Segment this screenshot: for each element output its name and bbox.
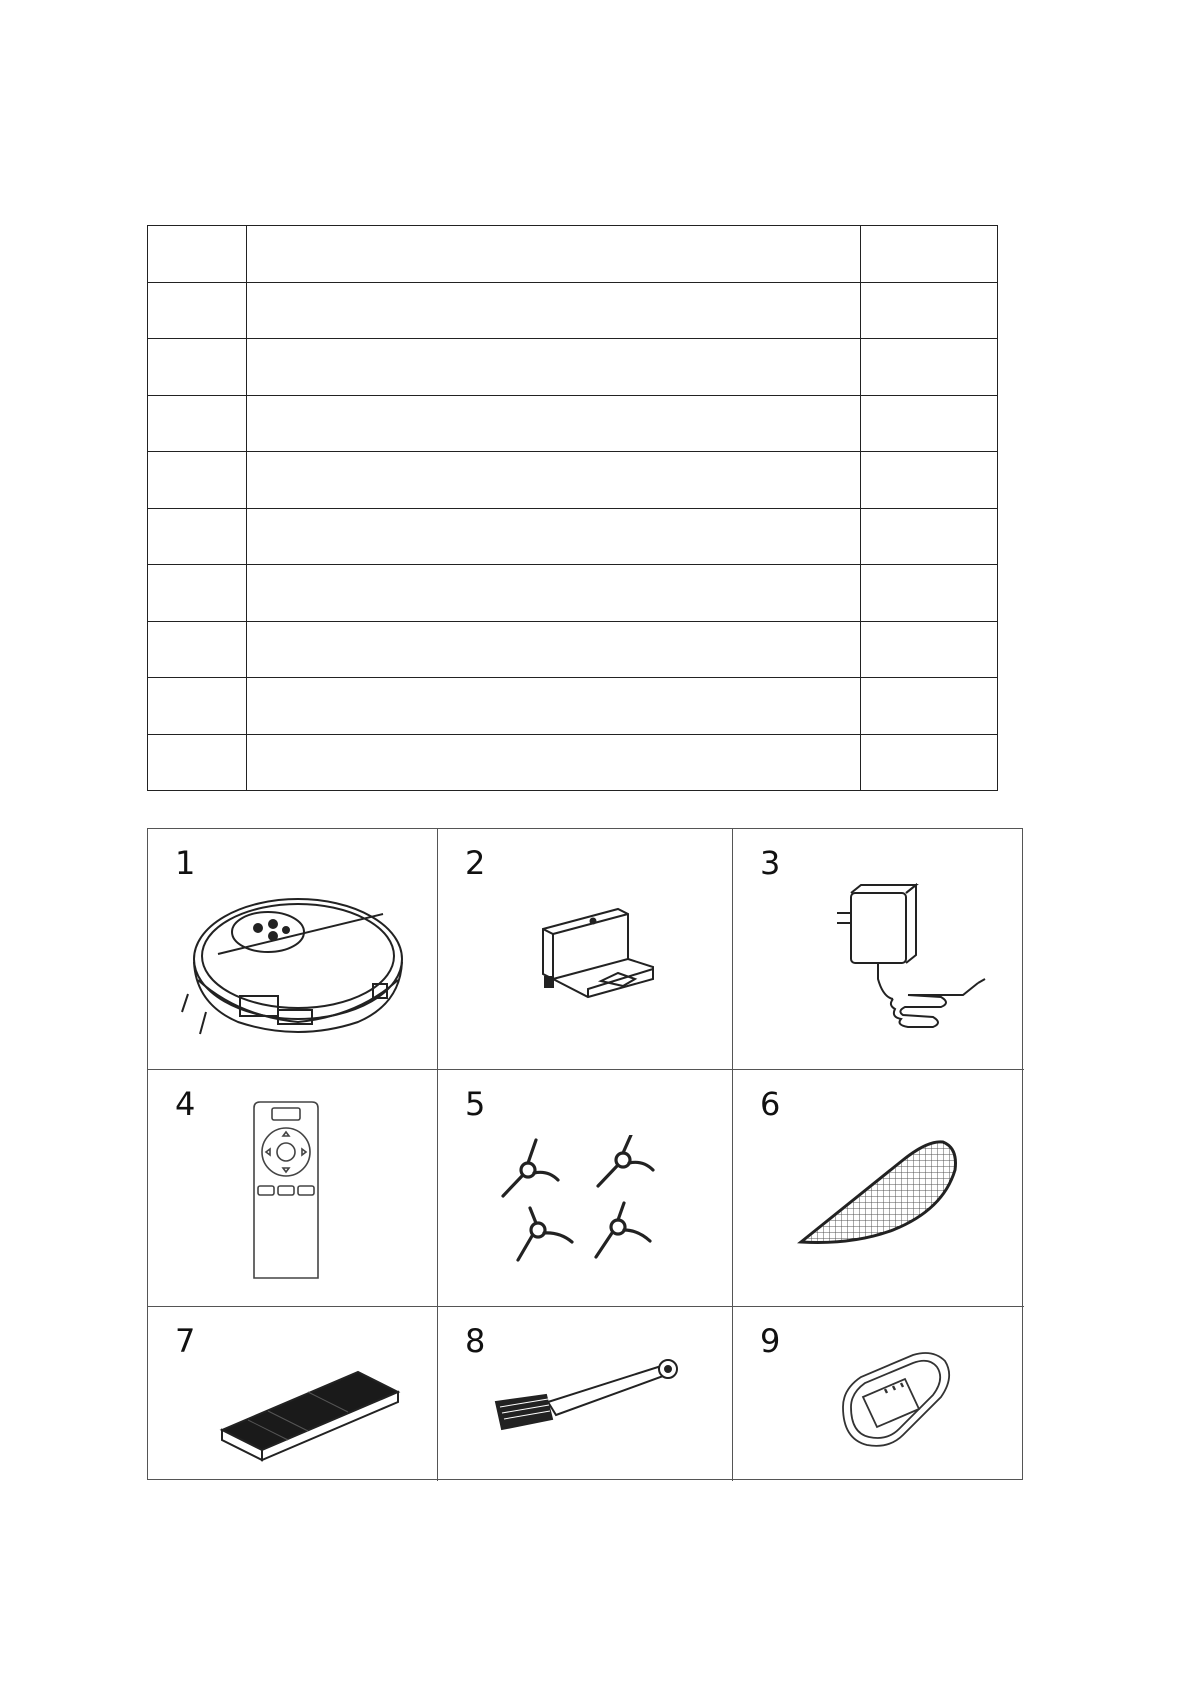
robot-vacuum-icon <box>178 884 408 1049</box>
table-cell <box>247 508 861 565</box>
table-cell <box>148 508 247 565</box>
accessory-cell <box>733 829 1024 1070</box>
table-cell <box>861 452 998 509</box>
water-tank-icon <box>833 1347 958 1457</box>
table-cell <box>247 339 861 396</box>
table-cell <box>148 395 247 452</box>
side-brushes-icon <box>493 1135 683 1275</box>
table-cell <box>861 678 998 735</box>
table-cell <box>861 734 998 791</box>
power-adapter-icon <box>833 879 993 1039</box>
accessory-cell <box>148 829 438 1070</box>
item-number: 6 <box>760 1085 781 1123</box>
item-number: 1 <box>175 844 196 882</box>
table-cell <box>247 565 861 622</box>
table-row <box>148 226 998 283</box>
table-row <box>148 282 998 339</box>
accessory-cell <box>733 1070 1024 1307</box>
table-row <box>148 565 998 622</box>
table-cell <box>247 226 861 283</box>
table-cell <box>247 452 861 509</box>
item-number: 7 <box>175 1322 196 1360</box>
cleaning-brush-icon <box>488 1347 688 1442</box>
table-cell <box>861 395 998 452</box>
mop-pad-icon <box>793 1130 963 1260</box>
table-row <box>148 452 998 509</box>
table-cell <box>247 734 861 791</box>
table-row <box>148 734 998 791</box>
table-row <box>148 339 998 396</box>
accessory-cell <box>148 1307 438 1481</box>
table-cell <box>148 678 247 735</box>
accessory-cell <box>438 829 733 1070</box>
item-number: 5 <box>465 1085 486 1123</box>
accessory-cell <box>438 1307 733 1481</box>
table-cell <box>861 621 998 678</box>
accessory-cell <box>438 1070 733 1307</box>
table-cell <box>148 565 247 622</box>
table-cell <box>148 734 247 791</box>
accessories-grid <box>147 828 1023 1480</box>
charging-dock-icon <box>523 889 663 1019</box>
table-cell <box>148 282 247 339</box>
item-number: 9 <box>760 1322 781 1360</box>
table-cell <box>148 339 247 396</box>
table-cell <box>247 678 861 735</box>
table-cell <box>861 226 998 283</box>
item-number: 3 <box>760 844 781 882</box>
table-cell <box>148 621 247 678</box>
table-row <box>148 621 998 678</box>
item-number: 8 <box>465 1322 486 1360</box>
accessory-cell <box>733 1307 1024 1481</box>
filter-icon <box>218 1352 403 1462</box>
table-row <box>148 678 998 735</box>
item-number: 2 <box>465 844 486 882</box>
table-cell <box>247 282 861 339</box>
table-cell <box>247 621 861 678</box>
table-cell <box>247 395 861 452</box>
parts-table <box>147 225 998 791</box>
table-cell <box>861 339 998 396</box>
table-row <box>148 508 998 565</box>
remote-control-icon <box>248 1100 328 1285</box>
table-cell <box>148 226 247 283</box>
item-number: 4 <box>175 1085 196 1123</box>
table-cell <box>148 452 247 509</box>
table-row <box>148 395 998 452</box>
accessory-cell <box>148 1070 438 1307</box>
table-cell <box>861 565 998 622</box>
table-cell <box>861 508 998 565</box>
table-cell <box>861 282 998 339</box>
